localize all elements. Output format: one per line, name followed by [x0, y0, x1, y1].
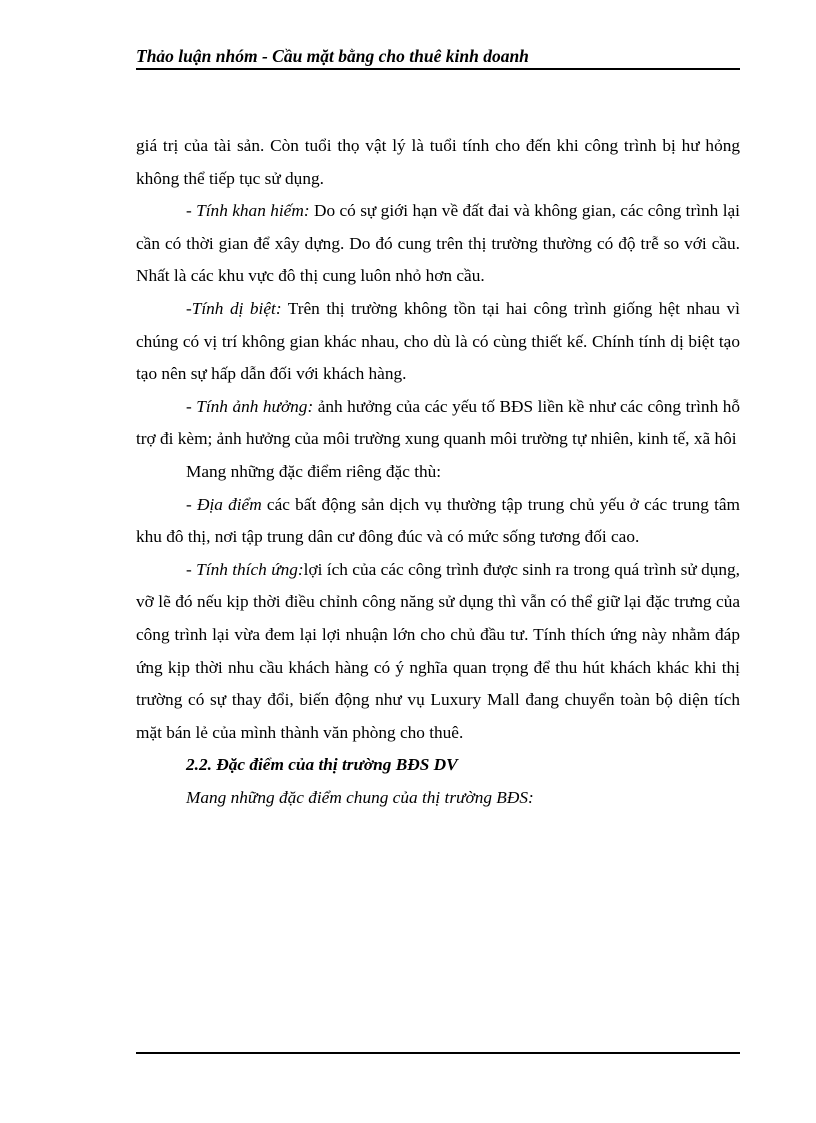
paragraph-specific-traits: [136, 456, 740, 489]
paragraph-text: Mang những đặc điểm riêng đặc thù:: [186, 461, 442, 481]
paragraph-text: Trên thị trường không tồn tại hai công trình giống hệt nhau vì chúng có vị trí không gian khác nhau, cho dù là có cùng thiết kế. Chính tính dị biệt tạo tạo nên sự hấp dẫn đối với khách hàng.: [136, 298, 740, 384]
footer-rule: [136, 1052, 740, 1054]
paragraph-adaptability: [136, 554, 740, 750]
section-heading: 2.2. Đặc điểm của thị trường BĐS DV: [186, 755, 458, 775]
paragraph-lead: -Tính dị biệt:: [186, 298, 282, 318]
paragraph-location: [136, 489, 740, 554]
page-header-title: Thảo luận nhóm - Cầu mặt bằng cho thuê kinh doanh: [136, 46, 529, 66]
paragraph-text: giá trị của tài sản. Còn tuổi thọ vật lý là tuổi tính cho đến khi công trình bị hư hỏng không thể tiếp tục sử dụng.: [136, 136, 740, 188]
paragraph-influence: [136, 391, 740, 456]
paragraph-text: các bất động sản dịch vụ thường tập trung chủ yếu ở các trung tâm khu đô thị, nơi tập trung dân cư đông đúc và có mức sống tương đối cao.: [136, 494, 740, 547]
paragraph-text: lợi ích của các công trình được sinh ra trong quá trình sử dụng, vỡ lẽ đó nếu kịp thời điều chỉnh công năng sử dụng thì vẫn có thể giữ lại đặc trưng của công trình lại vừa đem lại lợi nhuận lớn cho chủ đầu tư. Tính thích ứng này nhằm đáp ứng kịp thời nhu cầu khách hàng có ý nghĩa quan trọng để thu hút khách khác khi thị trường có sự thay đổi, biến động như vụ Luxury Mall đang chuyển toàn bộ diện tích mặt bán lẻ của mình thành văn phòng cho thuê.: [136, 559, 740, 742]
paragraph-uniqueness: [136, 293, 740, 391]
paragraph-scarcity: [136, 195, 740, 293]
section-intro: Mang những đặc điểm chung của thị trường BĐS:: [186, 787, 534, 807]
paragraph-text: Do có sự giới hạn về đất đai và không gian, các công trình lại cần có thời gian để xây dựng. Do đó cung trên thị trường thường có độ trễ so với cầu. Nhất là các khu vực đô thị cung luôn nhỏ hơn cầu.: [136, 201, 740, 286]
paragraph-continuation: [136, 130, 740, 195]
document-body: [136, 130, 740, 814]
paragraph-lead: - Địa điểm: [186, 494, 262, 514]
paragraph-text: ảnh hưởng của các yếu tố BĐS liền kề như các công trình hỗ trợ đi kèm; ảnh hưởng của môi trường xung quanh môi trường tự nhiên, kinh tế, xã hôi: [136, 396, 740, 449]
paragraph-lead: - Tính khan hiếm:: [186, 201, 310, 221]
paragraph-lead: - Tính thích ứng:: [186, 559, 304, 579]
paragraph-lead: - Tính ảnh hưởng:: [186, 396, 314, 416]
header-rule: [136, 68, 740, 70]
